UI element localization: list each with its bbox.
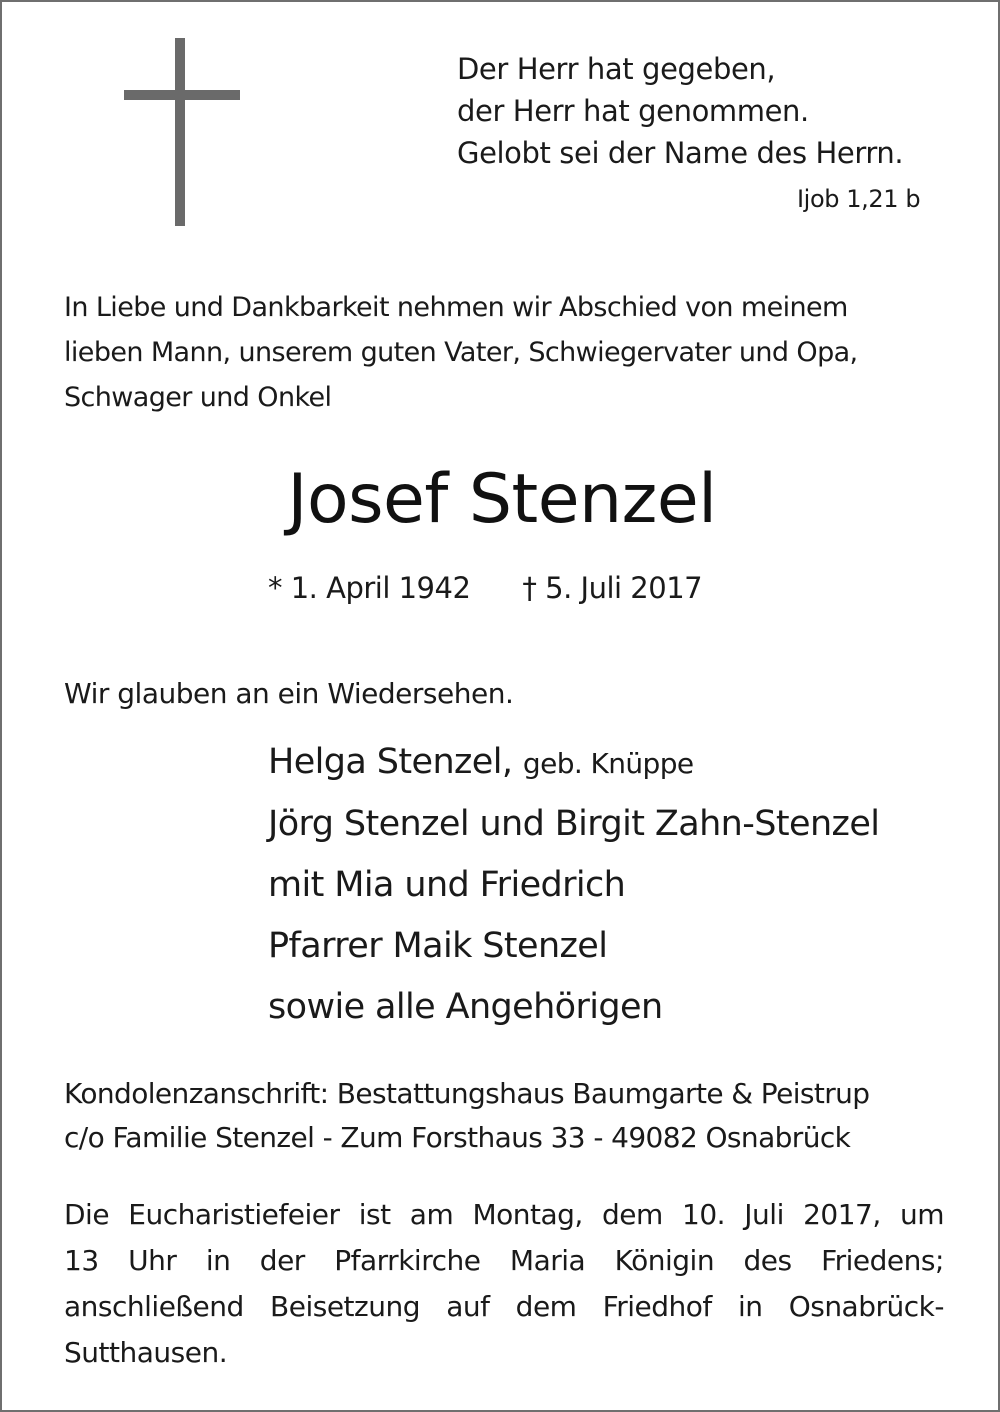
deceased-name: Josef Stenzel [287, 460, 717, 539]
verse-line: der Herr hat genommen. [457, 94, 809, 128]
service-word: ist [358, 1198, 391, 1231]
condolence-address [64, 1072, 869, 1160]
service-word: dem [515, 1290, 577, 1323]
verse-reference: Ijob 1,21 b [797, 185, 921, 213]
service-word: 2017, [803, 1198, 881, 1231]
service-word: am [409, 1198, 454, 1231]
service-word: dem [602, 1198, 663, 1231]
closing-phrase: Wir glauben an ein Wiedersehen. [64, 677, 514, 710]
service-word: Die [64, 1198, 110, 1231]
intro-line: In Liebe und Dankbarkeit nehmen wir Abschied von meinem [64, 292, 848, 323]
mourner-line: sowie alle Angehörigen [268, 987, 663, 1027]
mourner-line: Pfarrer Maik Stenzel [268, 926, 608, 966]
service-word: Königin [614, 1244, 715, 1277]
mourner-line: mit Mia und Friedrich [268, 865, 626, 905]
service-word: Pfarrkirche [334, 1244, 481, 1277]
service-word: in [737, 1290, 763, 1323]
service-word: Eucharistiefeier [128, 1198, 340, 1231]
bible-verse [457, 48, 957, 174]
condolence-line: c/o Familie Stenzel - Zum Forsthaus 33 - 49082 Osnabrück [64, 1121, 851, 1154]
cross-vertical-bar [175, 38, 185, 226]
life-dates [268, 566, 702, 610]
service-info [64, 1192, 944, 1376]
service-word: Friedhof [602, 1290, 712, 1323]
service-word: 13 [64, 1244, 99, 1277]
service-line [64, 1284, 944, 1330]
service-word: anschließend [64, 1290, 244, 1323]
service-word: Friedens; [821, 1244, 944, 1277]
birth-date: * 1. April 1942 [268, 571, 471, 605]
service-word: Beisetzung [270, 1290, 420, 1323]
service-word: Montag, [472, 1198, 583, 1231]
service-word: Osnabrück- [788, 1290, 944, 1323]
service-word: 10. [682, 1198, 726, 1231]
maiden-name: geb. Knüppe [522, 747, 694, 780]
service-word: Sutthausen. [64, 1336, 228, 1369]
verse-line: Der Herr hat gegeben, [457, 52, 776, 86]
service-line [64, 1192, 944, 1238]
mourner-name: Helga Stenzel, [268, 742, 513, 782]
intro-line: Schwager und Onkel [64, 382, 332, 413]
intro-text [64, 285, 949, 420]
intro-line: lieben Mann, unserem guten Vater, Schwiegervater und Opa, [64, 337, 858, 368]
mourner-line [268, 732, 879, 794]
service-word: auf [446, 1290, 490, 1323]
mourner-line: Jörg Stenzel und Birgit Zahn-Stenzel [268, 804, 880, 844]
mourners-list [268, 732, 879, 1038]
service-line [64, 1330, 944, 1376]
condolence-line: Kondolenzanschrift: Bestattungshaus Baumgarte & Peistrup [64, 1077, 870, 1110]
cross-icon [124, 38, 240, 226]
verse-line: Gelobt sei der Name des Herrn. [457, 136, 904, 170]
service-word: Maria [509, 1244, 586, 1277]
service-word: um [899, 1198, 944, 1231]
death-date: † 5. Juli 2017 [522, 571, 703, 605]
service-word: Juli [744, 1198, 784, 1231]
service-line [64, 1238, 944, 1284]
service-word: in [205, 1244, 231, 1277]
service-word: der [259, 1244, 305, 1277]
service-word: des [743, 1244, 792, 1277]
cross-horizontal-bar [124, 90, 240, 100]
service-word: Uhr [128, 1244, 177, 1277]
